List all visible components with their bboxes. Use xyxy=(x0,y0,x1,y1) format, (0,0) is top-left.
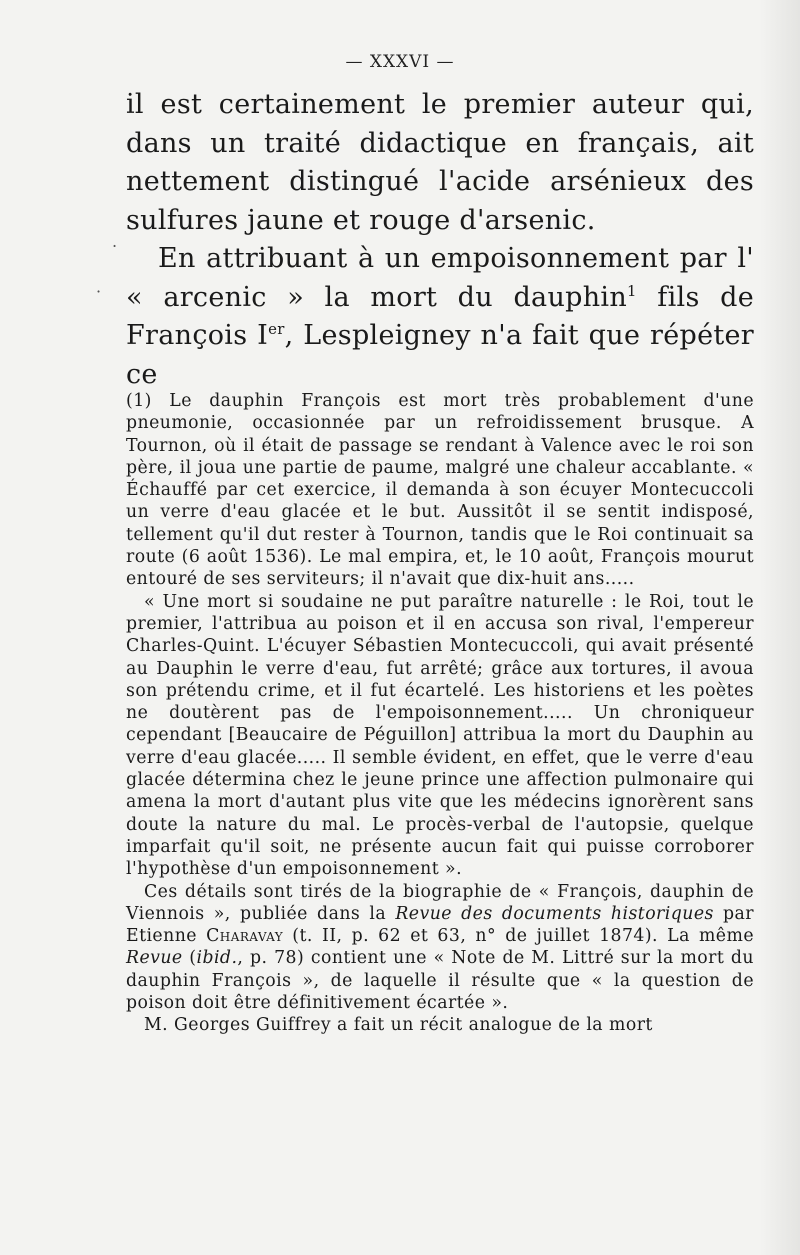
footnote-paragraph-2: « Une mort si soudaine ne put paraître naturelle : le Roi, tout le premier, l'attribua au poison et il en accusa son rival, l'empereur Charles-Quint. L'écuyer Sébastien Montecuccoli, qui avait présenté au Dauphin le verre d'eau, fut arrêté; grâce aux tortures, il avoua son prétendu crime, et il fut écartelé. Les historiens et les poètes ne doutèrent pas de l'empoisonnement..... Un chroniqueur cependant [Beaucaire de Péguillon] attribua la mort du Dauphin au verre d'eau glacée..... Il semble évident, en effet, que le verre d'eau glacée détermina chez le jeune prince une affection pulmonaire qui amena la mort d'autant plus vite que les médecins ignorèrent sans doute la nature du mal. Le procès-verbal de l'autopsie, quelque imparfait qu'il soit, ne présente aucun fait qui puisse corroborer l'hypothèse d'un empoisonnement ». xyxy=(126,591,754,880)
page-edge-shadow xyxy=(760,0,800,1255)
footnote-ref: 1 xyxy=(627,281,637,300)
footnote-paragraph-4: M. Georges Guiffrey a fait un récit analogue de la mort xyxy=(144,1015,653,1036)
author-name: Charavay xyxy=(206,926,284,947)
footnote-paragraph-3: Ces détails sont tirés de la biographie de « François, dauphin de Viennois », publiée dans la Revue des documents historiques par Etienne Charavay (t. II, p. 62 et 63, n° de juillet 1874). La même Revue (ibid., p. 78) contient une « Note de M. Littré sur la mort du dauphin François », de laquelle il résulte que « la question de poison doit être définitivement écartée ». xyxy=(126,881,754,1014)
main-paragraph-2: En attribuant à un empoisonnement par l' « arcenic » la mort du dauphin$^1$ fils de François Ier, Lespleigney n'a fait que répéter ce xyxy=(126,243,754,390)
footnote-paragraph-1: (1) Le dauphin François est mort très probablement d'une pneumonie, occasionnée par un refroidissement brusque. A Tournon, où il était de passage se rendant à Valence avec le roi son père, il joua une partie de paume, malgré une chaleur accablante. « Échauffé par cet exercice, il demanda à son écuyer Montecuccoli un verre d'eau glacée et le but. Aussitôt il se sentit indisposé, tellement qu'il dut rester à Tournon, tandis que le Roi continuait sa route (6 août 1536). Le mal empira, et, le 10 août, François mourut entouré de ses serviteurs; il n'avait que dix-huit ans..... xyxy=(126,391,754,590)
page-number-header: — XXXVI — xyxy=(345,52,455,72)
main-paragraph-1: il est certainement le premier auteur qui, dans un traité didactique en français, ait nettement distingué l'acide arsénieux des sulfures jaune et rouge d'arsenic. xyxy=(126,89,754,236)
footnote-block xyxy=(126,390,754,1037)
journal-title: Revue des documents historiques xyxy=(395,903,714,924)
margin-mark: · xyxy=(96,282,102,301)
margin-mark: . xyxy=(112,232,118,251)
main-text xyxy=(126,86,754,394)
